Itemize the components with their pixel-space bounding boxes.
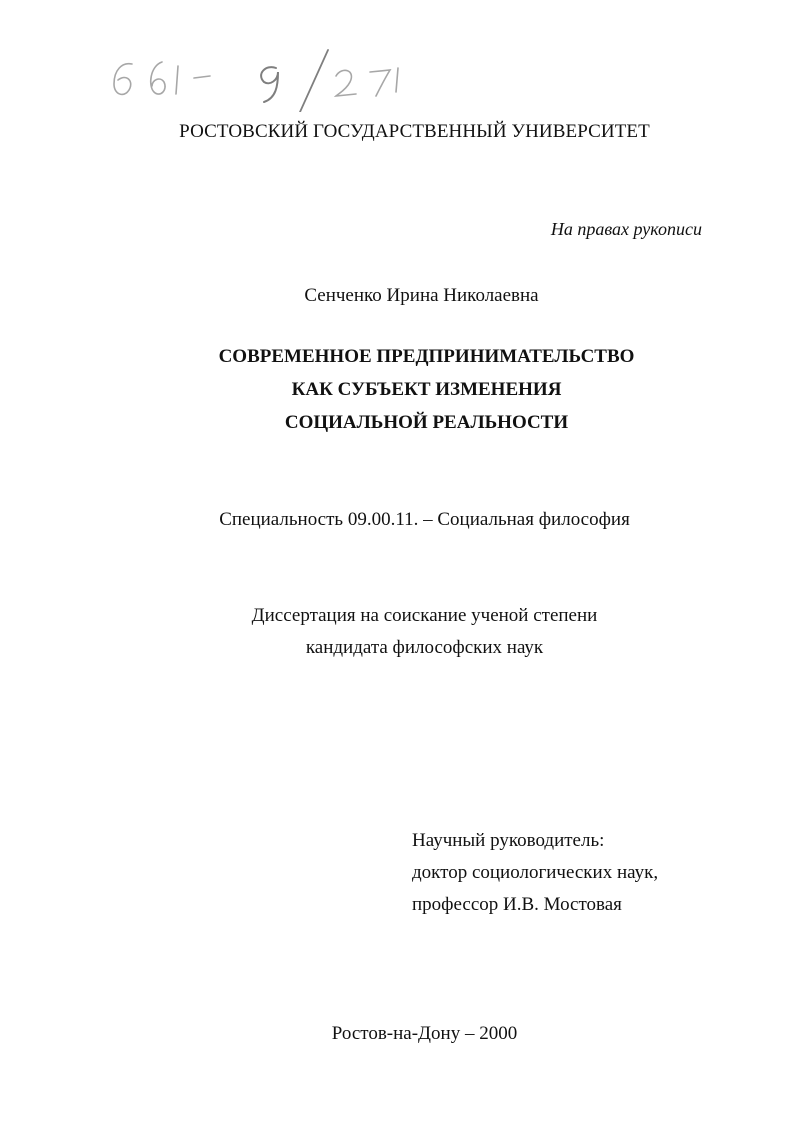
advisor-degree: доктор социологических наук, <box>412 862 659 883</box>
degree-statement-line: Диссертация на соискание ученой степени <box>251 605 598 626</box>
thesis-title-line: СОЦИАЛЬНОЙ РЕАЛЬНОСТИ <box>284 412 569 433</box>
advisor-name: профессор И.В. Мостовая <box>412 894 622 915</box>
handwritten-stamp-drawing <box>100 42 400 112</box>
thesis-title-line: КАК СУБЪЕКТ ИЗМЕНЕНИЯ <box>291 379 562 400</box>
handwritten-archive-stamp <box>100 42 400 112</box>
city-and-year: Ростов-на-Дону – 2000 <box>331 1023 518 1044</box>
manuscript-rights-note: На правах рукописи <box>550 219 702 239</box>
degree-statement-line: кандидата философских наук <box>305 637 544 658</box>
specialty-line: Специальность 09.00.11. – Социальная философия <box>219 509 630 530</box>
university-name: РОСТОВСКИЙ ГОСУДАРСТВЕННЫЙ УНИВЕРСИТЕТ <box>179 121 650 142</box>
advisor-heading: Научный руководитель: <box>412 830 605 851</box>
thesis-title-line: СОВРЕМЕННОЕ ПРЕДПРИНИМАТЕЛЬСТВО <box>218 346 635 367</box>
author-name: Сенченко Ирина Николаевна <box>304 285 539 306</box>
